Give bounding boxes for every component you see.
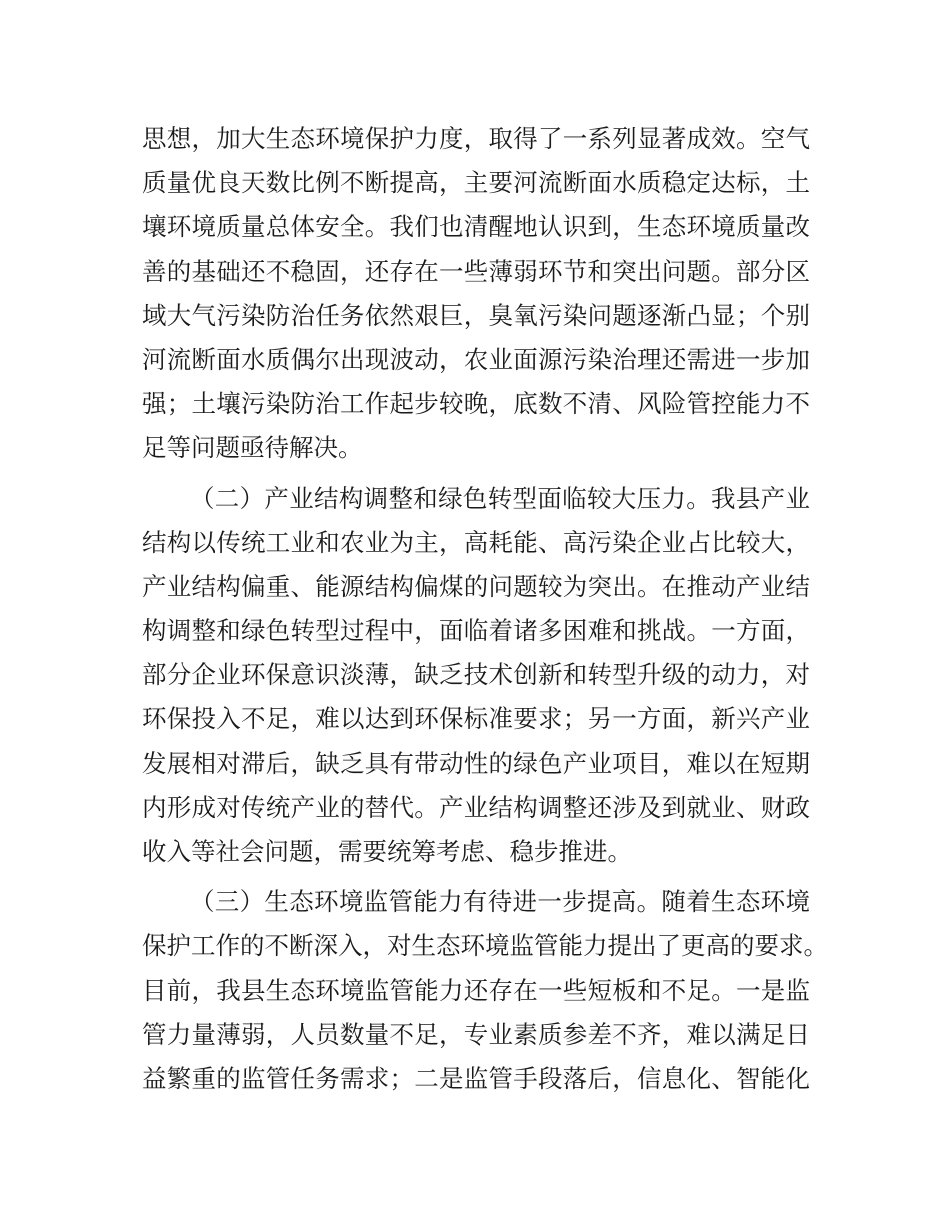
text-line: 善的基础还不稳固，还存在一些薄弱环节和突出问题。部分区 bbox=[142, 256, 810, 286]
text-line: 思想，加大生态环境保护力度，取得了一系列显著成效。空气 bbox=[142, 124, 810, 153]
text-line: 构调整和绿色转型过程中，面临着诸多困难和挑战。一方面， bbox=[142, 616, 810, 646]
text-line: 河流断面水质偶尔出现波动，农业面源污染治理还需进一步加 bbox=[142, 344, 810, 374]
text-line: 壤环境质量总体安全。我们也清醒地认识到，生态环境质量改 bbox=[142, 212, 810, 242]
paragraph-3 bbox=[142, 880, 828, 1101]
text-line: （二）产业结构调整和绿色转型面临较大压力。我县产业 bbox=[190, 483, 810, 513]
text-line: 足等问题亟待解决。 bbox=[142, 433, 363, 463]
text-line: 收入等社会问题，需要统筹考虑、稳步推进。 bbox=[142, 837, 632, 866]
paragraph-2 bbox=[142, 477, 810, 875]
text-line: 产业结构偏重、能源结构偏煤的问题较为突出。在推动产业结 bbox=[142, 571, 810, 601]
text-line: 益繁重的监管任务需求；二是监管手段落后，信息化、智能化 bbox=[142, 1063, 810, 1093]
text-line: 强；土壤污染防治工作起步较晚，底数不清、风险管控能力不 bbox=[142, 389, 810, 419]
text-line: 发展相对滞后，缺乏具有带动性的绿色产业项目，难以在短期 bbox=[142, 748, 810, 778]
text-line: 内形成对传统产业的替代。产业结构调整还涉及到就业、财政 bbox=[142, 792, 810, 822]
text-line: 域大气污染防治任务依然艰巨，臭氧污染问题逐渐凸显；个别 bbox=[142, 300, 810, 330]
text-line: 质量优良天数比例不断提高，主要河流断面水质稳定达标，土 bbox=[142, 168, 810, 198]
text-line: （三）生态环境监管能力有待进一步提高。随着生态环境 bbox=[190, 887, 810, 917]
document-body bbox=[142, 117, 828, 1101]
text-line: 管力量薄弱，人员数量不足，专业素质参差不齐，难以满足日 bbox=[142, 1019, 810, 1049]
text-line: 保护工作的不断深入，对生态环境监管能力提出了更高的要求。 bbox=[142, 931, 828, 961]
text-line: 结构以传统工业和农业为主，高耗能、高污染企业占比较大， bbox=[142, 527, 810, 557]
text-line: 部分企业环保意识淡薄，缺乏技术创新和转型升级的动力，对 bbox=[142, 660, 810, 690]
paragraph-1 bbox=[142, 117, 810, 471]
text-line: 目前，我县生态环境监管能力还存在一些短板和不足。一是监 bbox=[142, 975, 810, 1005]
text-line: 环保投入不足，难以达到环保标准要求；另一方面，新兴产业 bbox=[142, 704, 810, 734]
